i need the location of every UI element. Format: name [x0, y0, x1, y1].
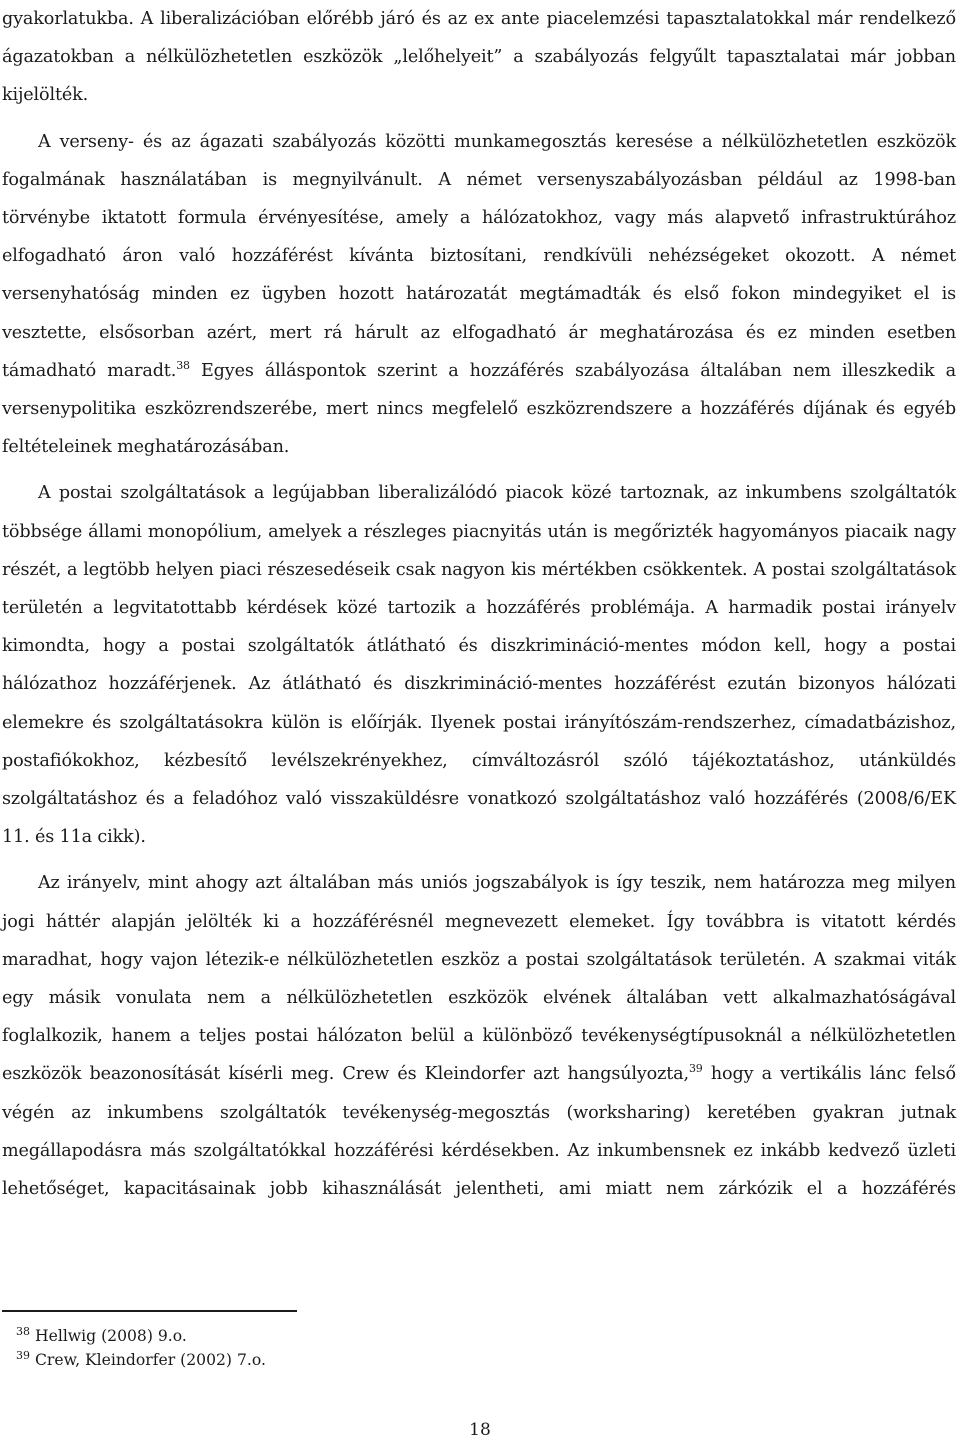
- paragraph: [2, 123, 956, 467]
- paragraph-text: Az irányelv, mint ahogy azt általában más uniós jogszabályok is így teszik, nem határozza meg milyen jogi háttér alapján jelölték ki a hozzáférésnél megnevezett elemeket. Így továbbra is vitatott kérdés maradhat, hogy vajon létezik-e nélkülözhetetlen eszköz a postai szolgáltatások területén. A szakmai viták egy másik vonulata nem a nélkülözhetetlen eszközök elvének általában vett alkalmazhatóságával foglalkozik, hanem a teljes postai hálózaton belül a különböző tevékenységtípusoknál a nélkülözhetetlen eszközök beazonosítását kísérli meg. Crew és Kleindorfer azt hangsúlyozta,: [2, 873, 956, 1085]
- footnote-reference: 39: [688, 1062, 703, 1076]
- body-text: [2, 0, 956, 1208]
- paragraph-text: hogy a vertikális lánc felső végén az inkumbens szolgáltatók tevékenység-megosztás (worksharing) keretében gyakran jutnak megállapodásra más szolgáltatókkal hozzáférési kérdésekben. Az inkumbensnek ez inkább kedvező üzleti lehetőséget, kapacitásainak jobb kihasználását jelentheti, ami miatt nem zárkózik el a hozzáférés: [2, 1064, 957, 1200]
- page-number: 18: [469, 1420, 491, 1440]
- footnote-number: 39: [16, 1348, 30, 1362]
- paragraph-text: A verseny- és az ágazati szabályozás közötti munkamegosztás keresése a nélkülözhetetlen eszközök fogalmának használatában is megnyilvánult. A német versenyszabályozásban például az 1998-ban törvénybe iktatott formula érvényesítése, amely a hálózatokhoz, vagy más alapvető infrastruktúrához elfogadható áron való hozzáférést kívánta biztosítani, rendkívüli nehézségeket okozott. A német versenyhatóság minden ez ügyben hozott határozatát megtámadták és első fokon mindegyiket el is vesztette, elsősorban azért, mert rá hárult az elfogadható ár meghatározása és ez minden esetben támadható maradt.: [2, 131, 956, 381]
- footnote: [16, 1348, 266, 1372]
- footnote-text: Hellwig (2008) 9.o.: [35, 1327, 187, 1345]
- footnote-separator: [2, 1310, 297, 1312]
- footnote-number: 38: [16, 1324, 30, 1338]
- paragraph-text: gyakorlatukba. A liberalizációban előrébb járó és az ex ante piacelemzési tapasztalatokkal már rendelkező ágazatokban a nélkülözhetetlen eszközök „lelőhelyeit” a szabályozás felgyűlt tapasztalatai már jobban kijelölték.: [2, 9, 956, 106]
- paragraph: [2, 474, 956, 856]
- footnote-text: Crew, Kleindorfer (2002) 7.o.: [35, 1351, 266, 1369]
- footnotes: [16, 1324, 266, 1372]
- paragraph: [2, 0, 956, 115]
- paragraph: [2, 864, 956, 1208]
- footnote: [16, 1324, 266, 1348]
- paragraph-text: A postai szolgáltatások a legújabban liberalizálódó piacok közé tartoznak, az inkumbens szolgáltatók többsége állami monopólium, amelyek a részleges piacnyitás után is megőrizték hagyományos piacaik nagy részét, a legtöbb helyen piaci részesedéseik csak nagyon kis mértékben csökkentek. A postai szolgáltatások területén a legvitatottabb kérdések közé tartozik a hozzáférés problémája. A harmadik postai irányelv kimondta, hogy a postai szolgáltatók átlátható és diszkrimináció-mentes módon kell, hogy a postai hálózathoz hozzáférjenek. Az átlátható és diszkrimináció-mentes hozzáférést ezután bizonyos hálózati elemekre és szolgáltatásokra külön is előírják. Ilyenek postai irányítószám-rendszerhez, címadatbázishoz, postafiókokhoz, kézbesítő levélszekrényekhez, címváltozásról szóló tájékoztatáshoz, utánküldés szolgáltatáshoz és a feladóhoz való visszaküldésre vonatkozó szolgáltatáshoz való hozzáférés (2008/6/EK 11. és 11a cikk).: [2, 483, 956, 848]
- footnote-reference: 38: [176, 358, 190, 372]
- paragraph-text: Egyes álláspontok szerint a hozzáférés szabályozása általában nem illeszkedik a versenypolitika eszközrendszerébe, mert nincs megfelelő eszközrendszere a hozzáférés díjának és egyéb feltételeinek meghatározásában.: [2, 360, 956, 458]
